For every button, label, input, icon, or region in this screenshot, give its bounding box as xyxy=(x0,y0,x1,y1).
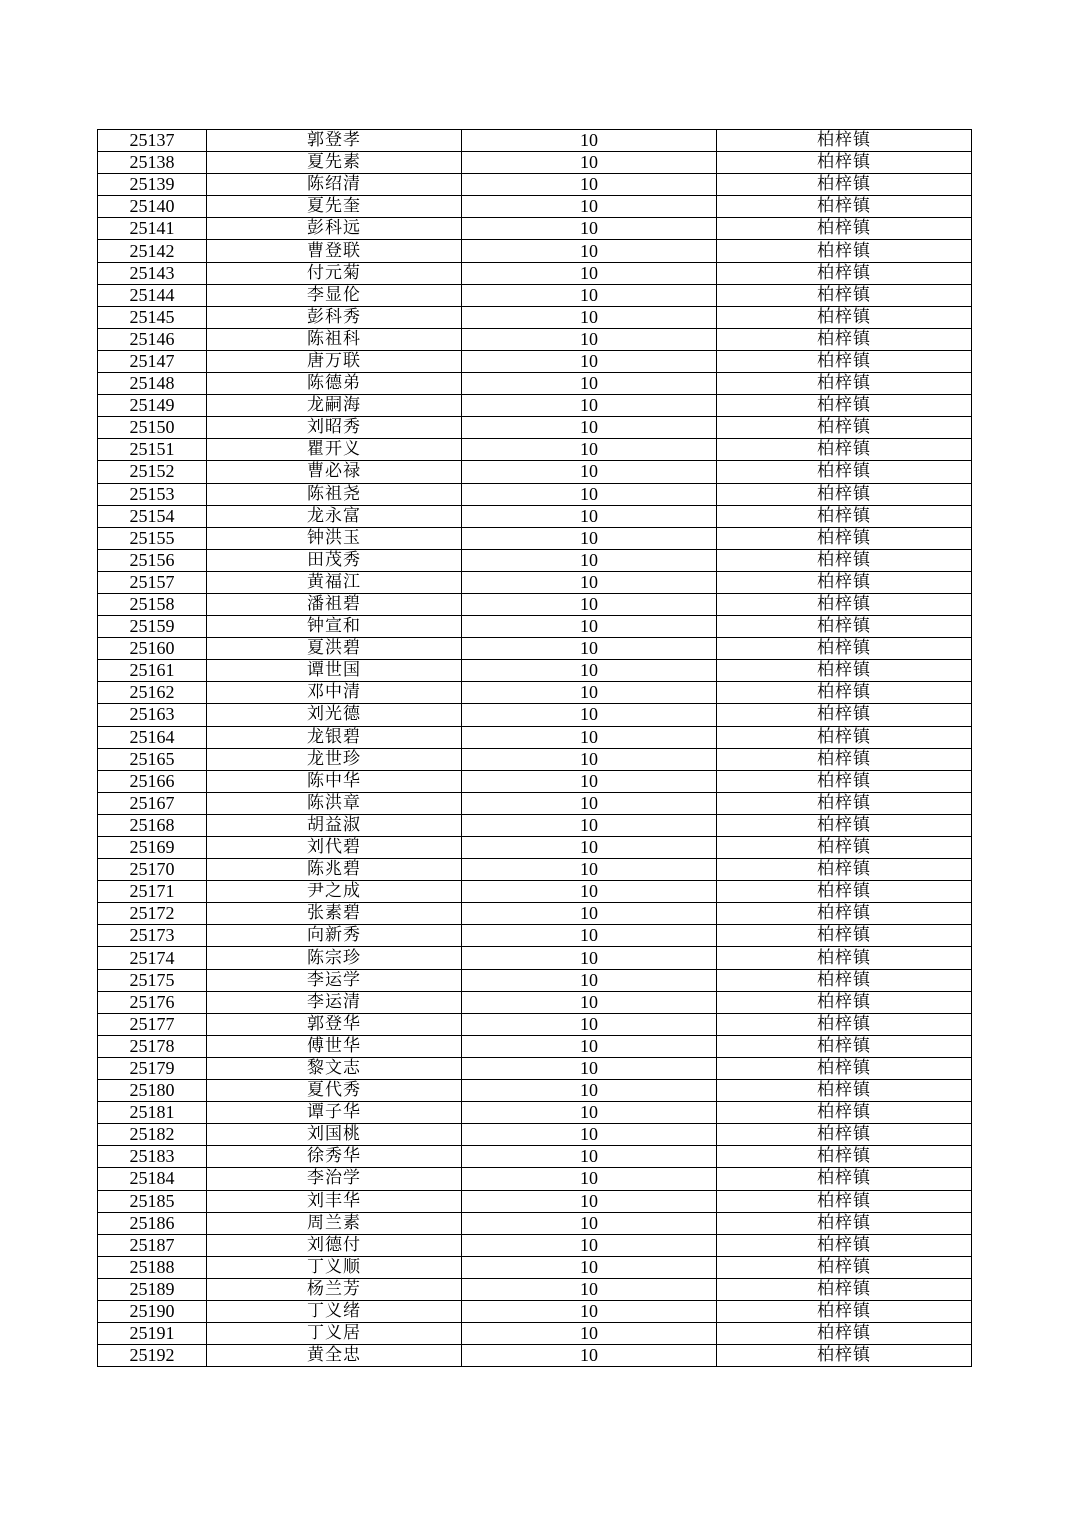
table-row xyxy=(98,395,972,417)
amount-cell: 10 xyxy=(462,837,717,859)
id-cell: 25166 xyxy=(98,770,207,792)
table-row xyxy=(98,571,972,593)
town-cell: 柏梓镇 xyxy=(717,1124,972,1146)
amount-cell: 10 xyxy=(462,395,717,417)
town-cell: 柏梓镇 xyxy=(717,284,972,306)
town-cell: 柏梓镇 xyxy=(717,859,972,881)
amount-cell: 10 xyxy=(462,593,717,615)
name-cell: 钟洪玉 xyxy=(207,527,462,549)
name-cell: 向新秀 xyxy=(207,925,462,947)
id-cell: 25142 xyxy=(98,240,207,262)
name-cell: 曹必禄 xyxy=(207,461,462,483)
name-cell: 刘丰华 xyxy=(207,1190,462,1212)
town-cell: 柏梓镇 xyxy=(717,991,972,1013)
town-cell: 柏梓镇 xyxy=(717,262,972,284)
table-row xyxy=(98,1013,972,1035)
id-cell: 25186 xyxy=(98,1212,207,1234)
town-cell: 柏梓镇 xyxy=(717,373,972,395)
amount-cell: 10 xyxy=(462,792,717,814)
amount-cell: 10 xyxy=(462,1278,717,1300)
id-cell: 25158 xyxy=(98,593,207,615)
id-cell: 25182 xyxy=(98,1124,207,1146)
amount-cell: 10 xyxy=(462,925,717,947)
id-cell: 25185 xyxy=(98,1190,207,1212)
amount-cell: 10 xyxy=(462,483,717,505)
table-row xyxy=(98,350,972,372)
table-row xyxy=(98,373,972,395)
id-cell: 25157 xyxy=(98,571,207,593)
name-cell: 胡益淑 xyxy=(207,814,462,836)
amount-cell: 10 xyxy=(462,1256,717,1278)
town-cell: 柏梓镇 xyxy=(717,925,972,947)
town-cell: 柏梓镇 xyxy=(717,527,972,549)
amount-cell: 10 xyxy=(462,1345,717,1367)
amount-cell: 10 xyxy=(462,969,717,991)
table-row xyxy=(98,616,972,638)
name-cell: 陈洪章 xyxy=(207,792,462,814)
amount-cell: 10 xyxy=(462,638,717,660)
town-cell: 柏梓镇 xyxy=(717,152,972,174)
table-body xyxy=(98,130,972,1367)
name-cell: 陈宗珍 xyxy=(207,947,462,969)
id-cell: 25171 xyxy=(98,881,207,903)
amount-cell: 10 xyxy=(462,174,717,196)
town-cell: 柏梓镇 xyxy=(717,1345,972,1367)
amount-cell: 10 xyxy=(462,373,717,395)
table-row xyxy=(98,1080,972,1102)
town-cell: 柏梓镇 xyxy=(717,1168,972,1190)
table-row xyxy=(98,1256,972,1278)
town-cell: 柏梓镇 xyxy=(717,770,972,792)
amount-cell: 10 xyxy=(462,1323,717,1345)
table-row xyxy=(98,947,972,969)
town-cell: 柏梓镇 xyxy=(717,792,972,814)
table-row xyxy=(98,969,972,991)
town-cell: 柏梓镇 xyxy=(717,881,972,903)
name-cell: 夏代秀 xyxy=(207,1080,462,1102)
id-cell: 25145 xyxy=(98,306,207,328)
table-row xyxy=(98,1102,972,1124)
id-cell: 25164 xyxy=(98,726,207,748)
town-cell: 柏梓镇 xyxy=(717,903,972,925)
town-cell: 柏梓镇 xyxy=(717,1234,972,1256)
id-cell: 25152 xyxy=(98,461,207,483)
id-cell: 25175 xyxy=(98,969,207,991)
name-cell: 龙银碧 xyxy=(207,726,462,748)
table-row xyxy=(98,284,972,306)
town-cell: 柏梓镇 xyxy=(717,483,972,505)
name-cell: 潘祖碧 xyxy=(207,593,462,615)
town-cell: 柏梓镇 xyxy=(717,1102,972,1124)
name-cell: 李运学 xyxy=(207,969,462,991)
amount-cell: 10 xyxy=(462,306,717,328)
id-cell: 25151 xyxy=(98,439,207,461)
name-cell: 郭登华 xyxy=(207,1013,462,1035)
id-cell: 25180 xyxy=(98,1080,207,1102)
id-cell: 25154 xyxy=(98,505,207,527)
table-row xyxy=(98,837,972,859)
amount-cell: 10 xyxy=(462,417,717,439)
town-cell: 柏梓镇 xyxy=(717,593,972,615)
town-cell: 柏梓镇 xyxy=(717,1013,972,1035)
table-row xyxy=(98,174,972,196)
town-cell: 柏梓镇 xyxy=(717,130,972,152)
table-row xyxy=(98,925,972,947)
id-cell: 25179 xyxy=(98,1057,207,1079)
amount-cell: 10 xyxy=(462,1102,717,1124)
town-cell: 柏梓镇 xyxy=(717,328,972,350)
id-cell: 25148 xyxy=(98,373,207,395)
name-cell: 曹登联 xyxy=(207,240,462,262)
table-row xyxy=(98,726,972,748)
town-cell: 柏梓镇 xyxy=(717,1080,972,1102)
id-cell: 25155 xyxy=(98,527,207,549)
amount-cell: 10 xyxy=(462,1035,717,1057)
name-cell: 周兰素 xyxy=(207,1212,462,1234)
amount-cell: 10 xyxy=(462,1234,717,1256)
table-row xyxy=(98,1278,972,1300)
table-row xyxy=(98,196,972,218)
table-row xyxy=(98,527,972,549)
id-cell: 25163 xyxy=(98,704,207,726)
id-cell: 25153 xyxy=(98,483,207,505)
id-cell: 25139 xyxy=(98,174,207,196)
town-cell: 柏梓镇 xyxy=(717,1300,972,1322)
table-row xyxy=(98,1234,972,1256)
name-cell: 刘德付 xyxy=(207,1234,462,1256)
id-cell: 25149 xyxy=(98,395,207,417)
town-cell: 柏梓镇 xyxy=(717,947,972,969)
amount-cell: 10 xyxy=(462,726,717,748)
table-row xyxy=(98,461,972,483)
town-cell: 柏梓镇 xyxy=(717,240,972,262)
name-cell: 杨兰芳 xyxy=(207,1278,462,1300)
town-cell: 柏梓镇 xyxy=(717,748,972,770)
name-cell: 夏先奎 xyxy=(207,196,462,218)
name-cell: 龙世珍 xyxy=(207,748,462,770)
name-cell: 李显伦 xyxy=(207,284,462,306)
name-cell: 田茂秀 xyxy=(207,549,462,571)
amount-cell: 10 xyxy=(462,549,717,571)
town-cell: 柏梓镇 xyxy=(717,174,972,196)
id-cell: 25144 xyxy=(98,284,207,306)
table-row xyxy=(98,439,972,461)
amount-cell: 10 xyxy=(462,704,717,726)
amount-cell: 10 xyxy=(462,1168,717,1190)
id-cell: 25183 xyxy=(98,1146,207,1168)
amount-cell: 10 xyxy=(462,660,717,682)
id-cell: 25184 xyxy=(98,1168,207,1190)
town-cell: 柏梓镇 xyxy=(717,726,972,748)
amount-cell: 10 xyxy=(462,461,717,483)
name-cell: 瞿开义 xyxy=(207,439,462,461)
town-cell: 柏梓镇 xyxy=(717,1256,972,1278)
amount-cell: 10 xyxy=(462,152,717,174)
table-row xyxy=(98,814,972,836)
amount-cell: 10 xyxy=(462,240,717,262)
table-row xyxy=(98,1212,972,1234)
id-cell: 25162 xyxy=(98,682,207,704)
amount-cell: 10 xyxy=(462,218,717,240)
name-cell: 黎文志 xyxy=(207,1057,462,1079)
id-cell: 25178 xyxy=(98,1035,207,1057)
table-row xyxy=(98,152,972,174)
table-row xyxy=(98,483,972,505)
table-row xyxy=(98,130,972,152)
table-row xyxy=(98,682,972,704)
name-cell: 郭登孝 xyxy=(207,130,462,152)
name-cell: 谭子华 xyxy=(207,1102,462,1124)
amount-cell: 10 xyxy=(462,328,717,350)
id-cell: 25137 xyxy=(98,130,207,152)
name-cell: 陈祖科 xyxy=(207,328,462,350)
name-cell: 傅世华 xyxy=(207,1035,462,1057)
id-cell: 25187 xyxy=(98,1234,207,1256)
id-cell: 25161 xyxy=(98,660,207,682)
town-cell: 柏梓镇 xyxy=(717,571,972,593)
amount-cell: 10 xyxy=(462,196,717,218)
amount-cell: 10 xyxy=(462,1080,717,1102)
name-cell: 邓中清 xyxy=(207,682,462,704)
id-cell: 25147 xyxy=(98,350,207,372)
town-cell: 柏梓镇 xyxy=(717,837,972,859)
table-row xyxy=(98,770,972,792)
table-row xyxy=(98,1057,972,1079)
id-cell: 25189 xyxy=(98,1278,207,1300)
name-cell: 龙永富 xyxy=(207,505,462,527)
name-cell: 夏洪碧 xyxy=(207,638,462,660)
table-row xyxy=(98,218,972,240)
table-row xyxy=(98,1300,972,1322)
id-cell: 25170 xyxy=(98,859,207,881)
name-cell: 唐万联 xyxy=(207,350,462,372)
name-cell: 刘光德 xyxy=(207,704,462,726)
name-cell: 黄全忠 xyxy=(207,1345,462,1367)
id-cell: 25188 xyxy=(98,1256,207,1278)
town-cell: 柏梓镇 xyxy=(717,1323,972,1345)
town-cell: 柏梓镇 xyxy=(717,439,972,461)
table-row xyxy=(98,903,972,925)
id-cell: 25143 xyxy=(98,262,207,284)
name-cell: 李治学 xyxy=(207,1168,462,1190)
amount-cell: 10 xyxy=(462,505,717,527)
table-row xyxy=(98,881,972,903)
name-cell: 张素碧 xyxy=(207,903,462,925)
amount-cell: 10 xyxy=(462,350,717,372)
amount-cell: 10 xyxy=(462,748,717,770)
table-row xyxy=(98,417,972,439)
id-cell: 25146 xyxy=(98,328,207,350)
id-cell: 25160 xyxy=(98,638,207,660)
amount-cell: 10 xyxy=(462,814,717,836)
id-cell: 25141 xyxy=(98,218,207,240)
town-cell: 柏梓镇 xyxy=(717,1212,972,1234)
name-cell: 陈德弟 xyxy=(207,373,462,395)
id-cell: 25150 xyxy=(98,417,207,439)
table-row xyxy=(98,306,972,328)
name-cell: 丁义顺 xyxy=(207,1256,462,1278)
table-row xyxy=(98,1035,972,1057)
amount-cell: 10 xyxy=(462,616,717,638)
name-cell: 徐秀华 xyxy=(207,1146,462,1168)
amount-cell: 10 xyxy=(462,1057,717,1079)
id-cell: 25181 xyxy=(98,1102,207,1124)
id-cell: 25138 xyxy=(98,152,207,174)
id-cell: 25174 xyxy=(98,947,207,969)
town-cell: 柏梓镇 xyxy=(717,549,972,571)
name-cell: 黄福江 xyxy=(207,571,462,593)
amount-cell: 10 xyxy=(462,770,717,792)
town-cell: 柏梓镇 xyxy=(717,616,972,638)
id-cell: 25165 xyxy=(98,748,207,770)
name-cell: 刘昭秀 xyxy=(207,417,462,439)
table-row xyxy=(98,1124,972,1146)
town-cell: 柏梓镇 xyxy=(717,660,972,682)
name-cell: 陈绍清 xyxy=(207,174,462,196)
table-row xyxy=(98,1323,972,1345)
id-cell: 25168 xyxy=(98,814,207,836)
name-cell: 尹之成 xyxy=(207,881,462,903)
id-cell: 25159 xyxy=(98,616,207,638)
table-row xyxy=(98,638,972,660)
town-cell: 柏梓镇 xyxy=(717,638,972,660)
town-cell: 柏梓镇 xyxy=(717,395,972,417)
town-cell: 柏梓镇 xyxy=(717,969,972,991)
data-table xyxy=(97,129,972,1367)
town-cell: 柏梓镇 xyxy=(717,682,972,704)
name-cell: 刘国桃 xyxy=(207,1124,462,1146)
table-row xyxy=(98,748,972,770)
table-row xyxy=(98,859,972,881)
id-cell: 25140 xyxy=(98,196,207,218)
amount-cell: 10 xyxy=(462,991,717,1013)
table-row xyxy=(98,792,972,814)
town-cell: 柏梓镇 xyxy=(717,306,972,328)
town-cell: 柏梓镇 xyxy=(717,196,972,218)
town-cell: 柏梓镇 xyxy=(717,218,972,240)
name-cell: 陈中华 xyxy=(207,770,462,792)
name-cell: 丁义居 xyxy=(207,1323,462,1345)
table-row xyxy=(98,1146,972,1168)
name-cell: 彭科秀 xyxy=(207,306,462,328)
table-row xyxy=(98,262,972,284)
town-cell: 柏梓镇 xyxy=(717,350,972,372)
amount-cell: 10 xyxy=(462,859,717,881)
town-cell: 柏梓镇 xyxy=(717,814,972,836)
table-row xyxy=(98,1168,972,1190)
amount-cell: 10 xyxy=(462,947,717,969)
amount-cell: 10 xyxy=(462,1124,717,1146)
amount-cell: 10 xyxy=(462,903,717,925)
name-cell: 李运清 xyxy=(207,991,462,1013)
name-cell: 钟宣和 xyxy=(207,616,462,638)
table-row xyxy=(98,991,972,1013)
amount-cell: 10 xyxy=(462,682,717,704)
amount-cell: 10 xyxy=(462,1212,717,1234)
amount-cell: 10 xyxy=(462,284,717,306)
name-cell: 陈祖尧 xyxy=(207,483,462,505)
table-row xyxy=(98,1190,972,1212)
town-cell: 柏梓镇 xyxy=(717,505,972,527)
amount-cell: 10 xyxy=(462,439,717,461)
amount-cell: 10 xyxy=(462,262,717,284)
name-cell: 谭世国 xyxy=(207,660,462,682)
table-row xyxy=(98,505,972,527)
town-cell: 柏梓镇 xyxy=(717,1278,972,1300)
name-cell: 彭科远 xyxy=(207,218,462,240)
name-cell: 陈兆碧 xyxy=(207,859,462,881)
name-cell: 丁义绪 xyxy=(207,1300,462,1322)
id-cell: 25172 xyxy=(98,903,207,925)
amount-cell: 10 xyxy=(462,1300,717,1322)
table-row xyxy=(98,549,972,571)
id-cell: 25190 xyxy=(98,1300,207,1322)
id-cell: 25191 xyxy=(98,1323,207,1345)
id-cell: 25173 xyxy=(98,925,207,947)
name-cell: 夏先素 xyxy=(207,152,462,174)
amount-cell: 10 xyxy=(462,130,717,152)
name-cell: 刘代碧 xyxy=(207,837,462,859)
table-row xyxy=(98,240,972,262)
amount-cell: 10 xyxy=(462,881,717,903)
town-cell: 柏梓镇 xyxy=(717,417,972,439)
name-cell: 龙嗣海 xyxy=(207,395,462,417)
id-cell: 25177 xyxy=(98,1013,207,1035)
amount-cell: 10 xyxy=(462,1146,717,1168)
table-row xyxy=(98,704,972,726)
name-cell: 付元菊 xyxy=(207,262,462,284)
id-cell: 25176 xyxy=(98,991,207,1013)
town-cell: 柏梓镇 xyxy=(717,1190,972,1212)
amount-cell: 10 xyxy=(462,1190,717,1212)
table-row xyxy=(98,593,972,615)
town-cell: 柏梓镇 xyxy=(717,1057,972,1079)
town-cell: 柏梓镇 xyxy=(717,1146,972,1168)
amount-cell: 10 xyxy=(462,1013,717,1035)
town-cell: 柏梓镇 xyxy=(717,1035,972,1057)
town-cell: 柏梓镇 xyxy=(717,704,972,726)
id-cell: 25169 xyxy=(98,837,207,859)
amount-cell: 10 xyxy=(462,527,717,549)
id-cell: 25156 xyxy=(98,549,207,571)
amount-cell: 10 xyxy=(462,571,717,593)
table-row xyxy=(98,328,972,350)
table-row xyxy=(98,1345,972,1367)
town-cell: 柏梓镇 xyxy=(717,461,972,483)
table-row xyxy=(98,660,972,682)
id-cell: 25167 xyxy=(98,792,207,814)
id-cell: 25192 xyxy=(98,1345,207,1367)
